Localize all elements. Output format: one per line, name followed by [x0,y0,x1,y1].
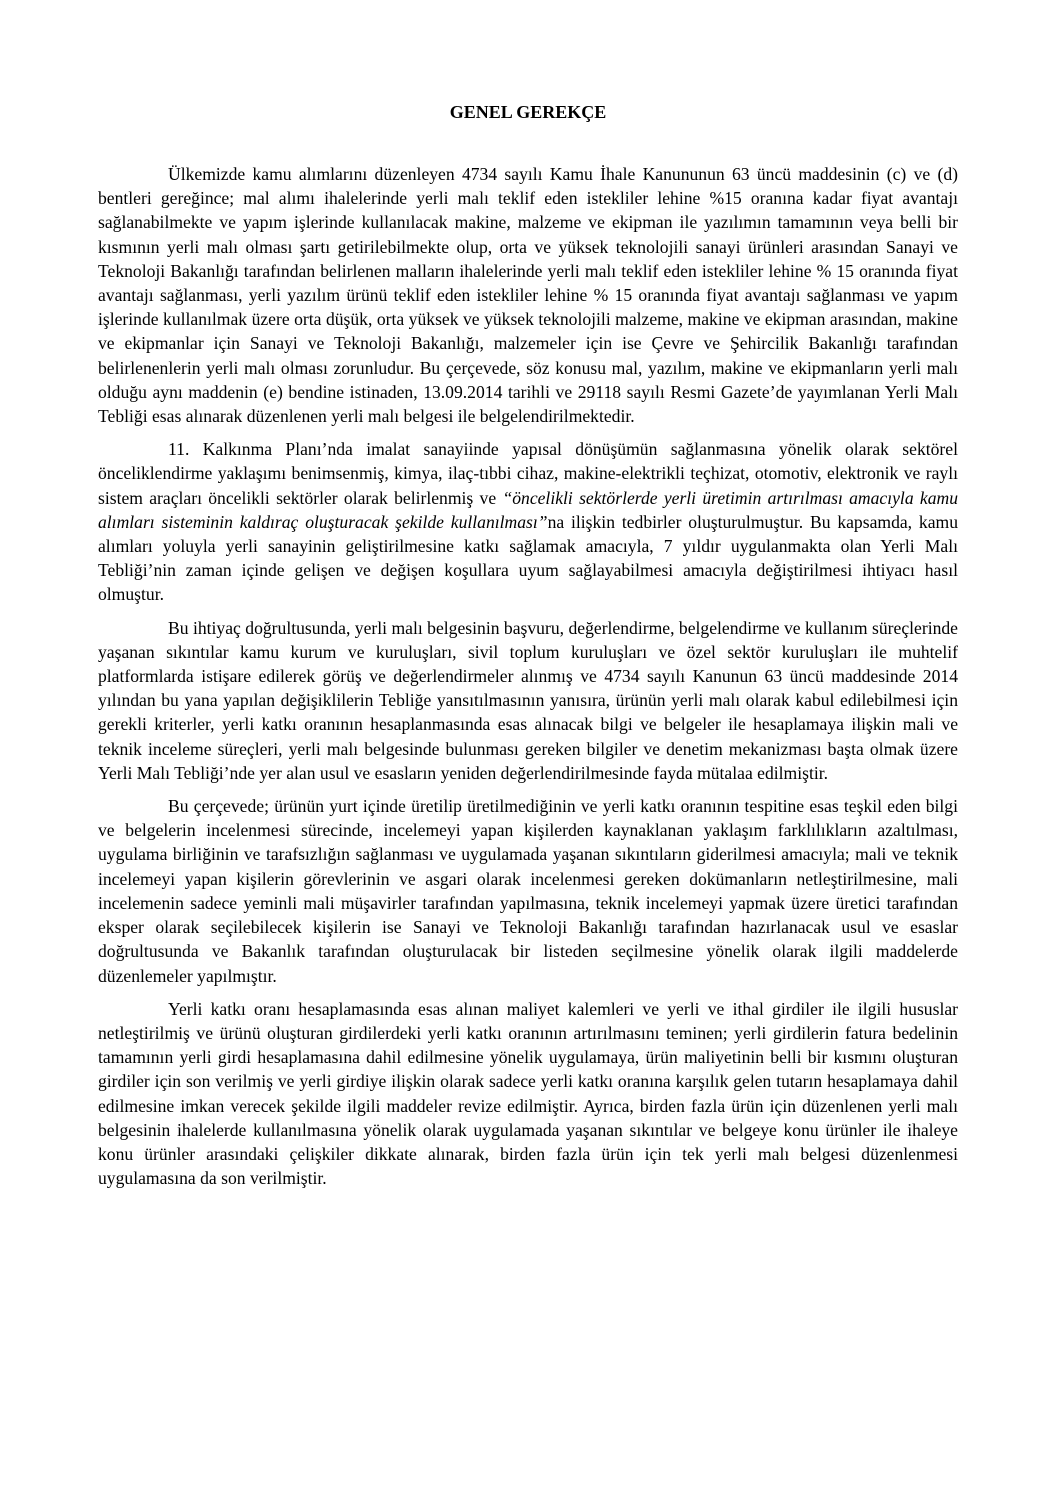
paragraph-2-italic-quote: “öncelikli sektörlerde yerli üretimin artırılması amacıyla kamu alımları sisteminin kaldıraç oluşturacak şekilde kullanılması” [98,487,959,532]
paragraph-5: Yerli katkı oranı hesaplamasında esas alınan maliyet kalemleri ve yerli ve ithal girdiler ile ilgili hususlar netleştirilmiş ve ürünü oluşturan girdilerdeki yerli katkı oranının artırılmasını teminen; yerli girdilerin fatura bedelinin tamamının yerli girdi hesaplamasına dahil edilmesine yönelik uygulamaya, ürün maliyetinin belli bir kısmını oluşturan girdiler için son verilmiş ve yerli girdiye ilişkin olarak sadece yerli katkı oranına karşılık gelen tutarın hesaplamaya dahil edilmesine imkan verecek şekilde ilgili maddeler revize edilmiştir. Ayrıca, birden fazla ürün için düzenlenen yerli malı belgesinin ihalelerde kullanılmasına yönelik olarak uygulamada yaşanan sıkıntılar ve belgeye konu ürünler ile ihaleye konu ürünler arasındaki çelişkiler dikkate alınarak, birden fazla ürün için tek yerli malı belgesi düzenlenmesi uygulamasına da son verilmiştir. [98,998,958,1189]
paragraph-2-text-before: 11. Kalkınma Planı’nda imalat sanayiinde yapısal dönüşümün sağlanmasına yönelik olarak sektörel önceliklendirme yaklaşımı benimsenmiş, kimya, ilaç-tıbbi cihaz, makine-elektrikli teçhizat, otomotiv, elektronik ve raylı sistem araçları öncelikli sektörler olarak belirlenmiş ve [98,439,958,508]
paragraph-3: Bu ihtiyaç doğrultusunda, yerli malı belgesinin başvuru, değerlendirme, belgelendirme ve kullanım süreçlerinde yaşanan sıkıntılar kamu kurum ve kuruluşları, sivil toplum kuruluşları ve özel sektör kuruluşları ile muhtelif platformlarda istişare edilerek görüş ve değerlendirmeler alınmış ve 4734 sayılı Kanunun 63 üncü maddesinde 2014 yılından bu yana yapılan değişiklilerin Tebliğe yansıtılmasının yanısıra, ürünün yerli malı olarak kabul edilebilmesi için gerekli kriterler, yerli katkı oranının hesaplanmasında esas alınacak bilgi ve belgeler ile hesaplamaya ilişkin mali ve teknik inceleme süreçleri, yerli malı belgesinde bulunması gereken bilgiler ve denetim mekanizması başta olmak üzere Yerli Malı Tebliği’nde yer alan usul ve esasların yeniden değerlendirilmesinde fayda mütalaa edilmiştir. [98,617,958,783]
paragraph-1: Ülkemizde kamu alımlarını düzenleyen 4734 sayılı Kamu İhale Kanununun 63 üncü maddesinin (c) ve (d) bentleri gereğince; mal alımı ihalelerinde yerli malı teklif eden istekliler lehine %15 oranına kadar fiyat avantajı sağlanabilmekte ve yapım işlerinde kullanılacak makine, malzeme ve ekipman ile yazılımın tamamının veya belli bir kısmının yerli malı olması şartı getirilebilmekte olup, orta ve yüksek teknolojili sanayi ürünleri arasından Sanayi ve Teknoloji Bakanlığı tarafından belirlenen malların ihalelerinde yerli malı teklif eden istekliler lehine % 15 oranında fiyat avantajı sağlanması, yerli yazılım ürünü teklif eden istekliler lehine % 15 oranında fiyat avantajı sağlanması ve yapım işlerinde kullanılmak üzere orta düşük, orta yüksek ve yüksek teknolojili malzeme, makine ve ekipman arasından, makine ve ekipmanlar için Sanayi ve Teknoloji Bakanlığı, malzemeler için ise Çevre ve Şehircilik Bakanlığı tarafından belirlenenlerin yerli malı olması zorunludur. Bu çerçevede, söz konusu mal, yazılım, makine ve ekipmanların yerli malı olduğu aynı maddenin (e) bendine istinaden, 13.09.2014 tarihli ve 29118 sayılı Resmi Gazete’de yayımlanan Yerli Malı Tebliği esas alınarak düzenlenen yerli malı belgesi ile belgelendirilmektedir. [98,164,958,427]
document-title: GENEL GEREKÇE [449,102,607,122]
paragraph-2-text-after: na ilişkin tedbirler oluşturulmuştur. Bu kapsamda, kamu alımları yoluyla yerli sanayinin geliştirilmesine katkı sağlamak amacıyla, 7 yıldır uygulanmakta olan Yerli Malı Tebliği’nin zaman içinde gelişen ve değişen koşullara uyum sağlayabilmesi amacıyla değiştirilmesi ihtiyacı hasıl olmuştur. [98,511,958,605]
paragraph-2 [98,437,958,606]
paragraph-4: Bu çerçevede; ürünün yurt içinde üretilip üretilmediğinin ve yerli katkı oranının tespitine esas teşkil eden bilgi ve belgelerin incelenmesi sürecinde, incelemeyi yapan kişilerden kaynaklanan yaklaşım farklılıkların azaltılması, uygulama birliğinin ve tarafsızlığın sağlanması ve uygulamada yaşanan sıkıntıların giderilmesi amacıyla; mali ve teknik incelemeyi yapan kişilerin görevlerinin ve asgari olarak incelenmesi gereken dokümanların netleştirilmesine, mali incelemenin sadece yeminli mali müşavirler tarafından yapılmasına, teknik incelemeyi yapmak üzere üretici tarafından eksper olarak seçilebilecek kişilerin ise Sanayi ve Teknoloji Bakanlığı tarafından hazırlanacak usul ve esaslar doğrultusunda ve Bakanlık tarafından oluşturulacak bir listeden seçilmesine yönelik olarak ilgili maddelerde düzenlemeler yapılmıştır. [98,796,958,986]
document-page [98,100,958,1199]
